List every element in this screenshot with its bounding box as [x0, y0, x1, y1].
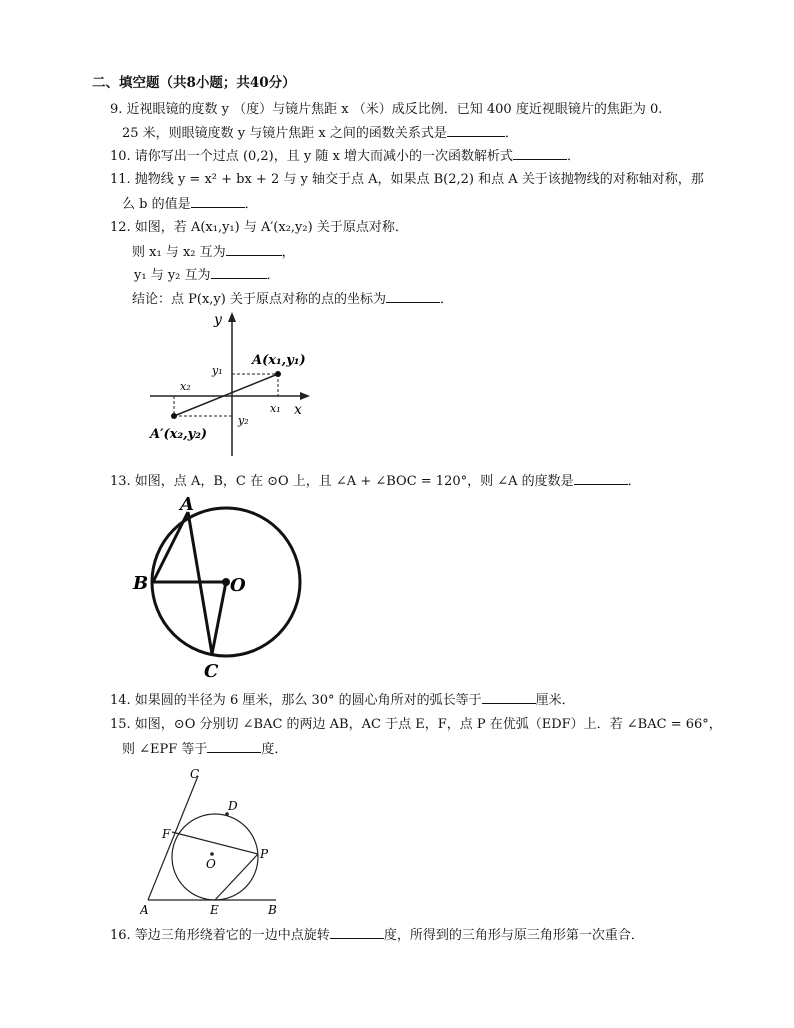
q14-answer-blank[interactable] — [482, 691, 536, 704]
q9-line2 — [122, 124, 518, 143]
label-c: C — [204, 661, 219, 682]
q12-blank-2[interactable] — [211, 266, 267, 279]
q15-answer-blank[interactable] — [207, 740, 261, 753]
q12-line3-end: ． — [266, 268, 280, 283]
q12-blank-1[interactable] — [226, 243, 282, 256]
q12-line1: 12. 如图，若 A(x₁,y₁) 与 A′(x₂,y₂) 关于原点对称． — [110, 220, 408, 235]
label-a: A — [140, 903, 149, 916]
q11-end: ． — [244, 197, 258, 212]
q10-end: ． — [566, 149, 580, 164]
x-axis-arrow — [300, 392, 310, 400]
q9-answer-blank[interactable] — [447, 124, 505, 137]
q13-text: 13. 如图，点 A，B，C 在 ⊙O 上，且 ∠A + ∠BOC = 120°，则 ∠A 的度数是 — [110, 474, 574, 489]
point-a — [275, 371, 281, 377]
x-axis-label: x — [294, 402, 302, 418]
q11-answer-blank[interactable] — [191, 195, 245, 208]
q15-end: 度． — [261, 742, 288, 757]
q16-line — [110, 926, 644, 945]
q12-line4-end: ． — [439, 292, 453, 307]
q12-blank-3[interactable] — [386, 290, 440, 303]
q13-line — [110, 472, 641, 491]
q11-line1: 11. 抛物线 y = x² + bx + 2 与 y 轴交于点 A，如果点 B(2,2) 和点 A 关于该抛物线的对称轴对称，那 — [110, 172, 704, 187]
q14-end: 厘米． — [535, 693, 575, 708]
label-d: D — [228, 799, 238, 813]
label-y1: y₁ — [212, 364, 223, 377]
q15-line1: 15. 如图，⊙O 分别切 ∠BAC 的两边 AB，AC 于点 E，F，点 P 在优弧（EDF）上．若 ∠BAC = 66°， — [110, 717, 722, 732]
center-o — [210, 852, 214, 856]
label-f: F — [162, 827, 171, 841]
q12-line3 — [134, 266, 280, 285]
q10-text: 10. 请你写出一个过点 (0,2)，且 y 随 x 增大而减小的一次函数解析式 — [110, 149, 513, 164]
label-c: C — [190, 767, 200, 781]
q16-answer-blank[interactable] — [330, 926, 384, 939]
label-x2: x₂ — [180, 380, 191, 393]
label-p: P — [260, 847, 269, 861]
chord-fp — [172, 832, 258, 854]
label-a: A — [180, 494, 194, 515]
q14-text: 14. 如果圆的半径为 6 厘米，那么 30° 的圆心角所对的弧长等于 — [110, 693, 482, 708]
label-x1: x₁ — [270, 402, 281, 415]
q10-line — [110, 147, 580, 166]
label-y2: y₂ — [238, 414, 249, 427]
segment-oc — [212, 582, 226, 654]
label-b: B — [268, 903, 277, 916]
q15-tangent-figure — [140, 764, 290, 916]
q13-answer-blank[interactable] — [574, 472, 628, 485]
q12-line2 — [132, 243, 295, 262]
q14-line — [110, 691, 575, 710]
q15-line2-text: 则 ∠EPF 等于 — [122, 742, 208, 757]
q13-end: ． — [627, 474, 641, 489]
q12-line2-end: ， — [281, 245, 295, 260]
q12-coordinate-figure — [140, 308, 320, 464]
label-o: O — [230, 575, 246, 596]
ray-ac — [148, 776, 198, 900]
y-axis-label: y — [214, 312, 222, 328]
label-a: A(x₁,y₁) — [252, 353, 306, 368]
q12-line4-text: 结论：点 P(x,y) 关于原点对称的点的坐标为 — [132, 292, 386, 307]
q16-end: 度，所得到的三角形与原三角形第一次重合． — [383, 928, 644, 943]
label-a-prime: A′(x₂,y₂) — [150, 427, 208, 442]
y-axis-arrow — [228, 312, 236, 322]
label-e: E — [210, 903, 219, 916]
q16-text: 16. 等边三角形绕着它的一边中点旋转 — [110, 928, 330, 943]
label-o: O — [206, 857, 216, 871]
chord-ep — [215, 854, 258, 900]
q10-answer-blank[interactable] — [513, 147, 567, 160]
section-title: 二、填空题（共8小题；共40分） — [92, 75, 296, 91]
q13-circle-figure — [128, 494, 308, 684]
q9-line2-text: 25 米，则眼镜度数 y 与镜片焦距 x 之间的函数关系式是 — [122, 126, 447, 141]
center-o — [222, 578, 230, 586]
q11-line2 — [122, 195, 258, 214]
point-a-prime — [171, 413, 177, 419]
segment-ab — [153, 512, 188, 582]
q12-line4 — [132, 290, 453, 309]
q12-line2-text: 则 x₁ 与 x₂ 互为 — [132, 245, 226, 260]
label-b: B — [133, 573, 149, 594]
q9-line1: 9. 近视眼镜的度数 y （度）与镜片焦距 x （米）成反比例．已知 400 度近视眼镜片的焦距为 0. — [110, 102, 663, 117]
q11-line2-text: 么 b 的值是 — [122, 197, 191, 212]
q15-line2 — [122, 740, 287, 759]
q12-line3-text: y₁ 与 y₂ 互为 — [134, 268, 211, 283]
q9-end: ． — [504, 126, 518, 141]
